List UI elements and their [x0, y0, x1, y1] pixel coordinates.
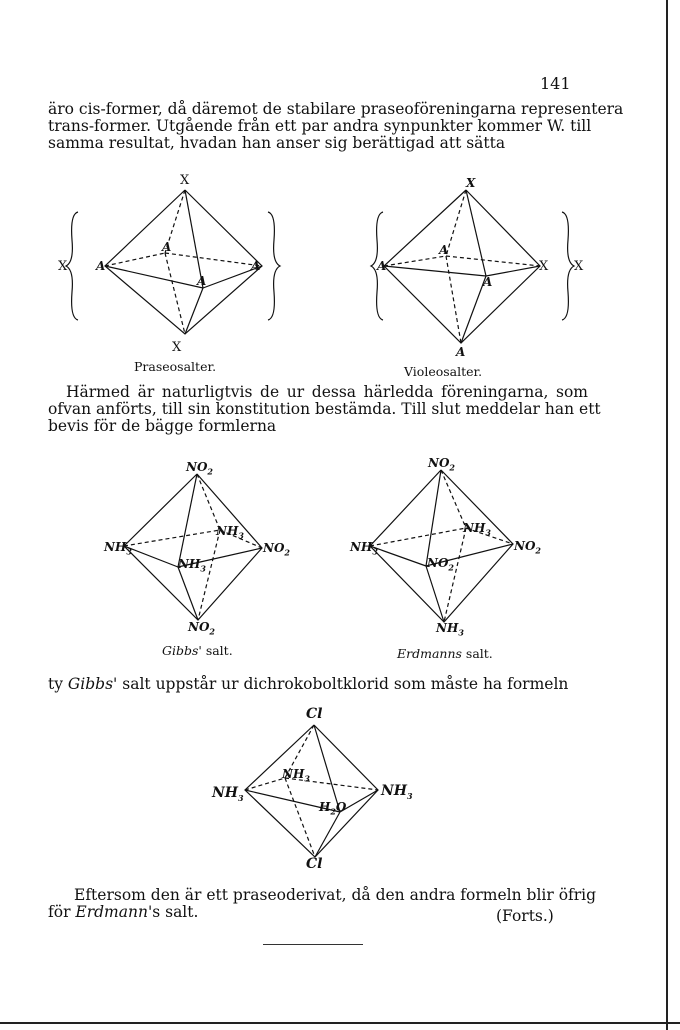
fig2-gibbs-back-nh3: $NH_3$ — [216, 524, 244, 541]
paragraph-3-line-1: ty Gibbs' salt uppstår ur dichrokoboltklorid som måste ha formeln — [48, 675, 569, 693]
fig2-gibbs-left-nh3: $NH_3$ — [104, 540, 132, 557]
fig1-left-a-front: A — [197, 274, 207, 288]
fig3-bottom-cl: Cl — [306, 856, 323, 872]
caption-praseosalter: Praseosalter. — [134, 359, 217, 374]
page-edge-bottom — [0, 1022, 680, 1024]
paragraph-2-line-2: ofvan anförts, till sin konstitution bestämda. Till slut meddelar han ett — [48, 400, 601, 418]
fig1-right-bottom-a: A — [456, 345, 466, 359]
continued-note: (Forts.) — [496, 907, 554, 925]
fig3-back-nh3: $NH_3$ — [282, 767, 310, 784]
caption-violeosalter: Violeosalter. — [404, 364, 483, 379]
fig1-right-x: X — [539, 259, 549, 274]
fig1-left-outer-x: X — [58, 259, 68, 274]
page-number: 141 — [540, 74, 571, 93]
fig1-left-top-x: X — [180, 173, 190, 188]
paragraph-4-line-1: Eftersom den är ett praseoderivat, då den andra formeln blir öfrig — [74, 886, 597, 904]
fig2-gibbs-bottom-no2: $NO_2$ — [188, 620, 215, 637]
fig1-right-a-back: A — [439, 243, 449, 257]
paragraph-1-line-2: trans-former. Utgående från ett par andra synpunkter kommer W. till — [48, 117, 592, 135]
fig2-erdmann-bottom-nh3: $NH_3$ — [436, 621, 464, 638]
fig2-erdmann-right-no2: $NO_2$ — [514, 539, 541, 556]
fig3-right-nh3: $NH_3$ — [381, 783, 413, 801]
fig2-erdmann-top-no2: $NO_2$ — [428, 456, 455, 473]
fig3-front-h2o: $H_2O$ — [319, 800, 347, 817]
paragraph-1-line-3: samma resultat, hvadan han anser sig berättigad att sätta — [48, 134, 506, 152]
fig1-right-outer-x: X — [574, 259, 584, 274]
fig3-left-nh3: $NH_3$ — [212, 785, 244, 803]
fig2-gibbs-front-nh3: $NH_3$ — [178, 557, 206, 574]
paragraph-2-line-3: bevis för de bägge formlerna — [48, 417, 277, 435]
fig2-gibbs-top-no2: $NO_2$ — [186, 460, 213, 477]
paragraph-2-line-1: Härmed är naturligtvis de ur dessa härledda föreningarna, som — [66, 383, 588, 401]
fig1-left-bottom-x: X — [172, 340, 182, 355]
fig1-right-top-x: X — [466, 176, 476, 190]
fig2-erdmann-left-nh3: $NH_3$ — [350, 540, 378, 557]
fig2-gibbs-right-no2: $NO_2$ — [263, 541, 290, 558]
caption-gibbs-salt: Gibbs' salt. — [162, 643, 233, 658]
fig1-left-a-right: A — [251, 259, 261, 273]
fig3-top-cl: Cl — [306, 706, 323, 722]
fig2-erdmann-front-no2: $NO_2$ — [427, 556, 454, 573]
paragraph-1-line-1: äro cis-former, då däremot de stabilare praseoföreningarna representera — [48, 100, 624, 118]
caption-erdmanns-salt: Erdmanns salt. — [397, 646, 493, 661]
fig1-right-a-front: A — [483, 275, 493, 289]
fig1-left-a-left: A — [96, 259, 106, 273]
paragraph-4-line-2: för Erdmann's salt. — [48, 903, 199, 921]
fig1-left-a-back: A — [162, 240, 172, 254]
footer-rule — [263, 944, 363, 945]
fig1-right-a-left: A — [377, 259, 387, 273]
fig2-erdmann-back-nh3: $NH_3$ — [463, 521, 491, 538]
